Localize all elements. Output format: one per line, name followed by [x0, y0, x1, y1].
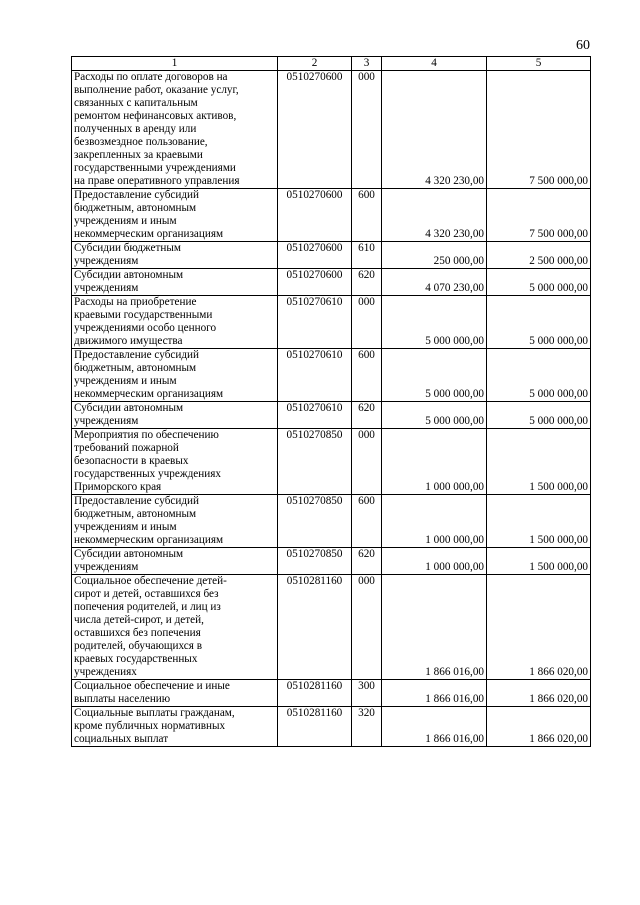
budget-table	[71, 56, 591, 747]
expense-name-line: краевыми государственными	[74, 309, 213, 321]
expense-name-line: требований пожарной	[74, 442, 179, 454]
table-row	[72, 296, 591, 349]
expense-name-line: учреждениям и иным	[74, 375, 177, 387]
amount-col4-cell: 1 000 000,00	[382, 548, 487, 575]
target-code-cell: 0510281160	[278, 680, 352, 707]
expense-name-line: Предоставление субсидий	[74, 495, 200, 507]
expense-name-line: бюджетным, автономным	[74, 508, 197, 520]
expense-name-line: Социальное обеспечение детей-	[74, 575, 227, 587]
header-col-4: 4	[382, 57, 487, 71]
expense-name-line: государственными учреждениями	[74, 162, 236, 174]
expense-name-line: на праве оперативного управления	[74, 175, 240, 187]
expense-name-line: некоммерческим организациям	[74, 228, 224, 240]
expense-name-line: учреждениям	[74, 255, 139, 267]
expense-name-cell	[72, 429, 278, 495]
expense-name-line: Расходы на приобретение	[74, 296, 197, 308]
expense-name-line: учреждениям	[74, 282, 139, 294]
expense-name-line: учреждениях	[74, 666, 137, 678]
expense-name-line: социальных выплат	[74, 733, 169, 745]
expense-name-line: кроме публичных нормативных	[74, 720, 226, 732]
amount-col5-cell: 1 866 020,00	[487, 575, 591, 680]
expense-kind-cell: 610	[352, 242, 382, 269]
expense-name-line: закрепленных за краевыми	[74, 149, 203, 161]
expense-kind-cell: 600	[352, 349, 382, 402]
amount-col4-cell: 5 000 000,00	[382, 402, 487, 429]
table-header-row	[72, 57, 591, 71]
expense-name-line: учреждениям	[74, 415, 139, 427]
expense-name-line: Социальное обеспечение и иные	[74, 680, 230, 692]
expense-name-line: Субсидии бюджетным	[74, 242, 181, 254]
expense-kind-cell: 320	[352, 707, 382, 747]
header-col-3: 3	[352, 57, 382, 71]
expense-name-cell	[72, 269, 278, 296]
expense-name-line: родителей, обучающихся в	[74, 640, 202, 652]
target-code-cell: 0510270600	[278, 242, 352, 269]
target-code-cell: 0510270610	[278, 349, 352, 402]
expense-kind-cell: 600	[352, 495, 382, 548]
amount-col4-cell: 250 000,00	[382, 242, 487, 269]
expense-name-line: попечения родителей, и лиц из	[74, 601, 221, 613]
target-code-cell: 0510270850	[278, 429, 352, 495]
expense-name-line: числа детей-сирот, и детей,	[74, 614, 204, 626]
expense-name-line: безвозмездное пользование,	[74, 136, 208, 148]
expense-name-cell	[72, 189, 278, 242]
expense-kind-cell: 620	[352, 269, 382, 296]
expense-name-line: выполнение работ, оказание услуг,	[74, 84, 239, 96]
amount-col4-cell: 4 070 230,00	[382, 269, 487, 296]
expense-name-line: оставшихся без попечения	[74, 627, 201, 639]
page-number: 60	[576, 38, 590, 53]
amount-col4-cell: 4 320 230,00	[382, 71, 487, 189]
expense-name-line: некоммерческим организациям	[74, 388, 224, 400]
amount-col4-cell: 1 866 016,00	[382, 575, 487, 680]
table-row	[72, 680, 591, 707]
target-code-cell: 0510270610	[278, 402, 352, 429]
expense-name-line: краевых государственных	[74, 653, 198, 665]
target-code-cell: 0510270610	[278, 296, 352, 349]
table-row	[72, 548, 591, 575]
expense-name-cell	[72, 242, 278, 269]
amount-col4-cell: 1 000 000,00	[382, 429, 487, 495]
expense-name-line: бюджетным, автономным	[74, 202, 197, 214]
expense-name-line: выплаты населению	[74, 693, 171, 705]
table-body	[72, 71, 591, 747]
expense-name-line: учреждениям и иным	[74, 521, 177, 533]
expense-name-line: учреждениям и иным	[74, 215, 177, 227]
expense-name-line: Субсидии автономным	[74, 402, 184, 414]
expense-kind-cell: 620	[352, 402, 382, 429]
header-col-1: 1	[72, 57, 278, 71]
expense-name-cell	[72, 495, 278, 548]
expense-name-line: Субсидии автономным	[74, 548, 184, 560]
header-col-2: 2	[278, 57, 352, 71]
expense-name-cell	[72, 349, 278, 402]
expense-kind-cell: 620	[352, 548, 382, 575]
expense-kind-cell: 000	[352, 575, 382, 680]
expense-name-cell	[72, 707, 278, 747]
target-code-cell: 0510281160	[278, 575, 352, 680]
table-row	[72, 189, 591, 242]
expense-name-line: Предоставление субсидий	[74, 189, 200, 201]
expense-name-cell	[72, 71, 278, 189]
expense-name-line: государственных учреждениях	[74, 468, 221, 480]
table-row	[72, 269, 591, 296]
amount-col5-cell: 2 500 000,00	[487, 242, 591, 269]
expense-name-line: Субсидии автономным	[74, 269, 184, 281]
expense-name-line: движимого имущества	[74, 335, 183, 347]
target-code-cell: 0510281160	[278, 707, 352, 747]
target-code-cell: 0510270600	[278, 71, 352, 189]
expense-name-cell	[72, 296, 278, 349]
amount-col4-cell: 1 866 016,00	[382, 680, 487, 707]
amount-col4-cell: 4 320 230,00	[382, 189, 487, 242]
amount-col5-cell: 7 500 000,00	[487, 71, 591, 189]
amount-col4-cell: 1 000 000,00	[382, 495, 487, 548]
amount-col5-cell: 1 866 020,00	[487, 680, 591, 707]
target-code-cell: 0510270850	[278, 548, 352, 575]
expense-name-line: Социальные выплаты гражданам,	[74, 707, 235, 719]
target-code-cell: 0510270600	[278, 269, 352, 296]
table-row	[72, 349, 591, 402]
table-row	[72, 71, 591, 189]
table-row	[72, 495, 591, 548]
table-row	[72, 242, 591, 269]
table-row	[72, 402, 591, 429]
expense-kind-cell: 600	[352, 189, 382, 242]
expense-kind-cell: 000	[352, 296, 382, 349]
expense-kind-cell: 300	[352, 680, 382, 707]
expense-name-cell	[72, 548, 278, 575]
expense-name-line: сирот и детей, оставшихся без	[74, 588, 219, 600]
expense-name-line: Приморского края	[74, 481, 162, 493]
table-row	[72, 429, 591, 495]
expense-name-cell	[72, 402, 278, 429]
expense-kind-cell: 000	[352, 429, 382, 495]
amount-col4-cell: 1 866 016,00	[382, 707, 487, 747]
amount-col4-cell: 5 000 000,00	[382, 296, 487, 349]
expense-name-line: некоммерческим организациям	[74, 534, 224, 546]
amount-col5-cell: 5 000 000,00	[487, 349, 591, 402]
expense-name-line: полученных в аренду или	[74, 123, 197, 135]
expense-name-line: бюджетным, автономным	[74, 362, 197, 374]
amount-col4-cell: 5 000 000,00	[382, 349, 487, 402]
amount-col5-cell: 1 866 020,00	[487, 707, 591, 747]
expense-name-line: Расходы по оплате договоров на	[74, 71, 228, 83]
amount-col5-cell: 1 500 000,00	[487, 429, 591, 495]
amount-col5-cell: 7 500 000,00	[487, 189, 591, 242]
table-row	[72, 575, 591, 680]
target-code-cell: 0510270600	[278, 189, 352, 242]
expense-name-line: ремонтом нефинансовых активов,	[74, 110, 237, 122]
amount-col5-cell: 5 000 000,00	[487, 269, 591, 296]
target-code-cell: 0510270850	[278, 495, 352, 548]
expense-name-line: Мероприятия по обеспечению	[74, 429, 219, 441]
expense-name-cell	[72, 575, 278, 680]
table-row	[72, 707, 591, 747]
amount-col5-cell: 5 000 000,00	[487, 402, 591, 429]
expense-name-line: безопасности в краевых	[74, 455, 189, 467]
expense-name-line: Предоставление субсидий	[74, 349, 200, 361]
expense-name-cell	[72, 680, 278, 707]
expense-name-line: связанных с капитальным	[74, 97, 198, 109]
header-col-5: 5	[487, 57, 591, 71]
expense-name-line: учреждениями особо ценного	[74, 322, 217, 334]
amount-col5-cell: 5 000 000,00	[487, 296, 591, 349]
amount-col5-cell: 1 500 000,00	[487, 495, 591, 548]
expense-name-line: учреждениям	[74, 561, 139, 573]
amount-col5-cell: 1 500 000,00	[487, 548, 591, 575]
expense-kind-cell: 000	[352, 71, 382, 189]
